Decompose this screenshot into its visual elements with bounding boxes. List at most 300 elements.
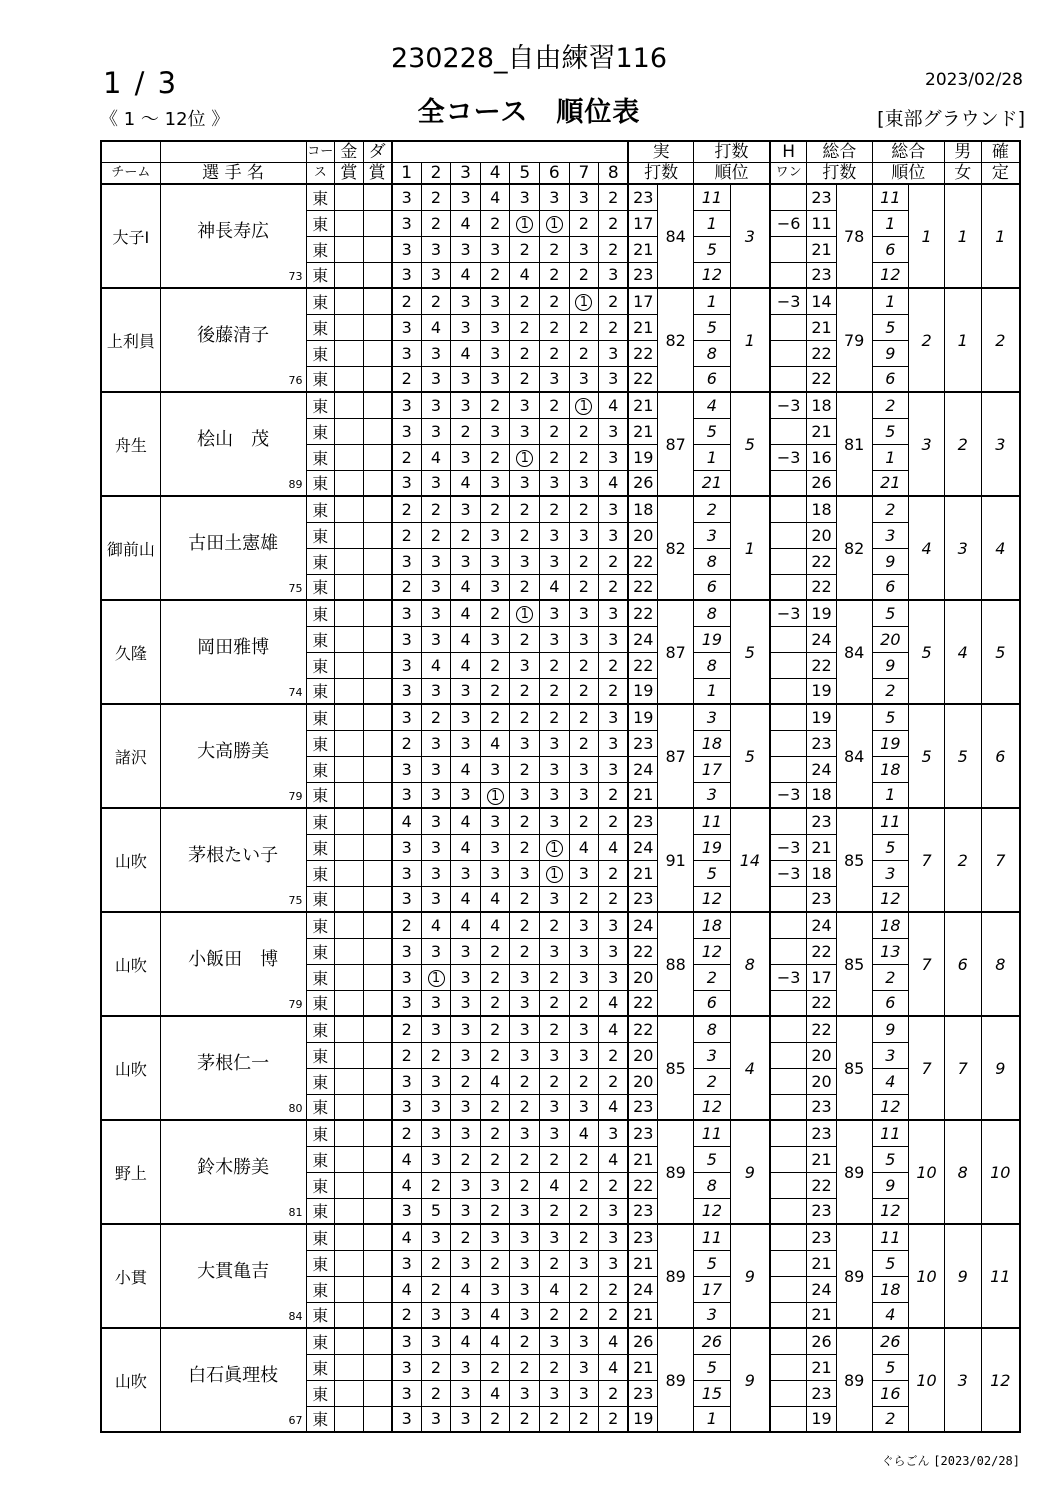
- table-row: [101, 1224, 1020, 1250]
- hole-score: 3: [451, 860, 481, 886]
- gold-prize: [335, 184, 364, 210]
- table-row: [101, 1120, 1020, 1146]
- course-total: 20: [807, 1042, 837, 1068]
- course-strokes: 24: [628, 834, 658, 860]
- hole-score: 4: [421, 314, 451, 340]
- hole-score: 3: [392, 1354, 422, 1380]
- hole-in-one-mark: 1: [487, 788, 504, 805]
- player-name: 小飯田 博: [188, 949, 279, 970]
- course-total-rank: 2: [872, 964, 909, 990]
- course-total: 11: [807, 210, 837, 236]
- da-prize: [363, 1016, 392, 1042]
- col-rank-bot: 順位: [694, 163, 770, 185]
- total-rank: 5: [909, 704, 945, 808]
- course-rank: 6: [694, 366, 731, 392]
- hole-score: [540, 860, 570, 886]
- hole-score: 3: [392, 1250, 422, 1276]
- hole-score: 3: [569, 756, 599, 782]
- player-cell: [160, 1016, 306, 1120]
- hole-score: 4: [392, 1146, 422, 1172]
- course-rank: 4: [694, 392, 731, 418]
- course-total: 23: [807, 1198, 837, 1224]
- hole-score: 3: [510, 860, 540, 886]
- results-body: [101, 184, 1020, 1432]
- actual-strokes: 87: [658, 704, 694, 808]
- col-gender-bot: 女: [944, 163, 981, 185]
- course-name: 東: [306, 834, 335, 860]
- hole-score: 2: [510, 912, 540, 938]
- hole-in-one-mark: 1: [575, 294, 592, 311]
- hole-score: 3: [421, 938, 451, 964]
- hole-score: 2: [599, 314, 629, 340]
- hole-score: 2: [510, 1094, 540, 1120]
- hole-score: 2: [569, 496, 599, 522]
- course-total: 21: [807, 314, 837, 340]
- hole-score: 2: [480, 1198, 510, 1224]
- course-total: 21: [807, 236, 837, 262]
- course-total: 19: [807, 1406, 837, 1432]
- da-prize: [363, 444, 392, 470]
- hole-score: 4: [480, 1328, 510, 1354]
- hole-score: 3: [599, 1224, 629, 1250]
- hole-in-one-mark: 1: [546, 866, 563, 883]
- hole-in-one-mark: 1: [575, 398, 592, 415]
- hole-in-one: −3: [770, 782, 807, 808]
- hole-score: 4: [421, 444, 451, 470]
- da-prize: [363, 678, 392, 704]
- course-total-rank: 6: [872, 236, 909, 262]
- hole-score: 2: [510, 1068, 540, 1094]
- course-name: 東: [306, 782, 335, 808]
- course-total-rank: 2: [872, 678, 909, 704]
- total-strokes: 89: [836, 1224, 872, 1328]
- course-rank: 3: [694, 1042, 731, 1068]
- hole-score: 2: [569, 652, 599, 678]
- da-prize: [363, 1250, 392, 1276]
- course-strokes: 22: [628, 990, 658, 1016]
- col-total-top: 総合: [807, 141, 872, 163]
- course-total: 22: [807, 366, 837, 392]
- hole-score: 2: [480, 652, 510, 678]
- course-name: 東: [306, 1224, 335, 1250]
- total-strokes: 85: [836, 808, 872, 912]
- gold-prize: [335, 730, 364, 756]
- da-prize: [363, 1224, 392, 1250]
- team-name: 山吹: [101, 1328, 160, 1432]
- hole-score: 4: [451, 626, 481, 652]
- gold-prize: [335, 210, 364, 236]
- final-rank: 3: [981, 392, 1020, 496]
- player-cell: [160, 1120, 306, 1224]
- course-name: 東: [306, 1328, 335, 1354]
- hole-score: 2: [480, 496, 510, 522]
- hole-score: 3: [480, 418, 510, 444]
- hole-score: 2: [540, 1016, 570, 1042]
- gold-prize: [335, 1250, 364, 1276]
- footer-brand: ぐらごん: [881, 1454, 930, 1468]
- hole-score: 3: [599, 1250, 629, 1276]
- course-strokes: 21: [628, 1302, 658, 1328]
- hole-in-one-mark: 1: [516, 450, 533, 467]
- hole-in-one-mark: 1: [516, 216, 533, 233]
- hole-score: 3: [392, 340, 422, 366]
- course-total-rank: 18: [872, 912, 909, 938]
- hole-score: 2: [510, 288, 540, 314]
- team-name: 舟生: [101, 392, 160, 496]
- course-total-rank: 11: [872, 184, 909, 210]
- gold-prize: [335, 236, 364, 262]
- course-total-rank: 5: [872, 600, 909, 626]
- hole-score: 3: [480, 522, 510, 548]
- course-strokes: 20: [628, 1068, 658, 1094]
- hole-score: 2: [510, 522, 540, 548]
- hole-score: 3: [599, 262, 629, 288]
- hole-in-one: [770, 1406, 807, 1432]
- hole-score: 4: [599, 392, 629, 418]
- hole-score: 4: [451, 210, 481, 236]
- hole-score: 2: [569, 808, 599, 834]
- da-prize: [363, 1146, 392, 1172]
- course-total-rank: 3: [872, 522, 909, 548]
- da-prize: [363, 886, 392, 912]
- course-rank: 17: [694, 756, 731, 782]
- player-name: 大高勝美: [197, 741, 270, 762]
- hole-in-one: −3: [770, 600, 807, 626]
- hole-score: [540, 834, 570, 860]
- col-hole-3: 3: [451, 163, 481, 185]
- hole-score: 3: [421, 1094, 451, 1120]
- hole-score: 3: [510, 1198, 540, 1224]
- stroke-rank: 4: [730, 1016, 770, 1120]
- hole-score: 3: [392, 236, 422, 262]
- gender-rank: 8: [944, 1120, 981, 1224]
- header-row-top: [101, 141, 1020, 163]
- team-name: 久隆: [101, 600, 160, 704]
- hole-score: 3: [480, 1172, 510, 1198]
- hole-score: 2: [421, 496, 451, 522]
- course-total: 24: [807, 626, 837, 652]
- hole-score: 2: [569, 990, 599, 1016]
- da-prize: [363, 470, 392, 496]
- hole-in-one: [770, 1172, 807, 1198]
- col-hole-2: 2: [421, 163, 451, 185]
- hole-score: 3: [510, 1276, 540, 1302]
- gender-rank: 2: [944, 808, 981, 912]
- hole-score: 2: [540, 288, 570, 314]
- hole-score: 3: [510, 184, 540, 210]
- hole-score: 2: [451, 1224, 481, 1250]
- hole-score: [540, 210, 570, 236]
- total-rank: 4: [909, 496, 945, 600]
- player-age: 75: [288, 582, 303, 595]
- course-name: 東: [306, 210, 335, 236]
- player-cell: [160, 1328, 306, 1432]
- hole-score: 2: [451, 418, 481, 444]
- hole-score: 3: [451, 990, 481, 1016]
- da-prize: [363, 600, 392, 626]
- actual-strokes: 82: [658, 496, 694, 600]
- course-rank: 11: [694, 1120, 731, 1146]
- hole-score: 2: [392, 496, 422, 522]
- stroke-rank: 9: [730, 1328, 770, 1432]
- hole-in-one-mark: 1: [428, 970, 445, 987]
- hole-score: 3: [392, 184, 422, 210]
- course-rank: 26: [694, 1328, 731, 1354]
- hole-score: 3: [451, 236, 481, 262]
- gold-prize: [335, 418, 364, 444]
- hole-score: 3: [451, 1172, 481, 1198]
- hole-score: 4: [480, 184, 510, 210]
- course-total: 22: [807, 652, 837, 678]
- table-row: [101, 288, 1020, 314]
- course-name: 東: [306, 1354, 335, 1380]
- course-total: 24: [807, 1276, 837, 1302]
- hole-score: 2: [392, 1016, 422, 1042]
- da-prize: [363, 1094, 392, 1120]
- hole-score: 3: [451, 678, 481, 704]
- course-rank: 11: [694, 1224, 731, 1250]
- hole-score: 3: [392, 938, 422, 964]
- final-rank: 11: [981, 1224, 1020, 1328]
- hole-in-one-mark: 1: [546, 216, 563, 233]
- course-rank: 5: [694, 1146, 731, 1172]
- hole-score: 3: [392, 1328, 422, 1354]
- gender-rank: 1: [944, 288, 981, 392]
- hole-in-one: [770, 704, 807, 730]
- hole-score: 3: [480, 808, 510, 834]
- da-prize: [363, 730, 392, 756]
- course-strokes: 23: [628, 886, 658, 912]
- hole-score: 3: [569, 366, 599, 392]
- course-rank: 12: [694, 1094, 731, 1120]
- hole-score: 2: [569, 210, 599, 236]
- hole-in-one: [770, 730, 807, 756]
- course-total: 18: [807, 860, 837, 886]
- course-name: 東: [306, 184, 335, 210]
- player-age: 80: [288, 1102, 303, 1115]
- col-course-bot: ス: [306, 163, 335, 185]
- hole-score: 3: [569, 626, 599, 652]
- hole-score: 2: [392, 730, 422, 756]
- hole-score: 2: [569, 1302, 599, 1328]
- course-rank: 17: [694, 1276, 731, 1302]
- course-rank: 12: [694, 938, 731, 964]
- hole-score: 3: [421, 678, 451, 704]
- hole-score: 2: [599, 1302, 629, 1328]
- course-total: 22: [807, 1172, 837, 1198]
- col-hole-6: 6: [540, 163, 570, 185]
- course-total: 20: [807, 522, 837, 548]
- course-total: 21: [807, 1250, 837, 1276]
- actual-strokes: 88: [658, 912, 694, 1016]
- stroke-rank: 3: [730, 184, 770, 288]
- course-total: 23: [807, 262, 837, 288]
- gold-prize: [335, 262, 364, 288]
- col-gold-top: 金: [335, 141, 364, 163]
- course-strokes: 23: [628, 1224, 658, 1250]
- course-total-rank: 2: [872, 496, 909, 522]
- course-total: 17: [807, 964, 837, 990]
- gender-rank: 2: [944, 392, 981, 496]
- hole-score: 3: [510, 652, 540, 678]
- course-total-rank: 5: [872, 1146, 909, 1172]
- hole-score: 3: [599, 522, 629, 548]
- course-strokes: 23: [628, 1094, 658, 1120]
- hole-score: 3: [510, 1224, 540, 1250]
- col-da-top: ダ: [363, 141, 392, 163]
- total-strokes: 85: [836, 912, 872, 1016]
- course-rank: 1: [694, 1406, 731, 1432]
- total-rank: 7: [909, 808, 945, 912]
- course-name: 東: [306, 600, 335, 626]
- course-total: 22: [807, 574, 837, 600]
- hole-in-one-mark: 1: [546, 840, 563, 857]
- course-rank: 8: [694, 340, 731, 366]
- gold-prize: [335, 392, 364, 418]
- course-strokes: 24: [628, 626, 658, 652]
- hole-score: 3: [599, 496, 629, 522]
- da-prize: [363, 808, 392, 834]
- hole-in-one: [770, 1250, 807, 1276]
- final-rank: 2: [981, 288, 1020, 392]
- hole-score: 2: [599, 236, 629, 262]
- hole-score: 3: [451, 704, 481, 730]
- hole-score: 3: [569, 470, 599, 496]
- total-rank: 2: [909, 288, 945, 392]
- hole-in-one: [770, 1354, 807, 1380]
- hole-score: 3: [540, 938, 570, 964]
- hole-score: 2: [540, 340, 570, 366]
- course-strokes: 21: [628, 782, 658, 808]
- hole-score: 3: [540, 470, 570, 496]
- course-strokes: 24: [628, 912, 658, 938]
- player-cell: [160, 288, 306, 392]
- gold-prize: [335, 1172, 364, 1198]
- course-total: 18: [807, 496, 837, 522]
- hole-score: 3: [451, 496, 481, 522]
- course-name: 東: [306, 1406, 335, 1432]
- hole-score: 2: [421, 1354, 451, 1380]
- hole-score: 3: [421, 808, 451, 834]
- course-total: 22: [807, 548, 837, 574]
- actual-strokes: 89: [658, 1120, 694, 1224]
- da-prize: [363, 1354, 392, 1380]
- hole-score: 3: [392, 314, 422, 340]
- course-strokes: 24: [628, 1276, 658, 1302]
- hole-score: 3: [451, 1250, 481, 1276]
- course-strokes: 24: [628, 756, 658, 782]
- hole-score: 2: [569, 340, 599, 366]
- course-total-rank: 11: [872, 1120, 909, 1146]
- hole-score: 3: [480, 314, 510, 340]
- table-row: [101, 184, 1020, 210]
- hole-score: 3: [421, 340, 451, 366]
- hole-score: 2: [569, 1224, 599, 1250]
- course-rank: 3: [694, 522, 731, 548]
- course-strokes: 21: [628, 236, 658, 262]
- hole-score: 3: [392, 756, 422, 782]
- gender-rank: 4: [944, 600, 981, 704]
- course-name: 東: [306, 626, 335, 652]
- gold-prize: [335, 626, 364, 652]
- course-total: 22: [807, 340, 837, 366]
- col-hole-7: 7: [569, 163, 599, 185]
- player-name: 大貫亀吉: [197, 1261, 270, 1282]
- da-prize: [363, 1380, 392, 1406]
- gold-prize: [335, 704, 364, 730]
- team-name: 山吹: [101, 808, 160, 912]
- total-rank: 10: [909, 1328, 945, 1432]
- hole-score: 2: [421, 1042, 451, 1068]
- course-total: 19: [807, 678, 837, 704]
- gold-prize: [335, 522, 364, 548]
- course-name: 東: [306, 262, 335, 288]
- hole-score: 2: [540, 912, 570, 938]
- hole-score: 3: [510, 548, 540, 574]
- hole-score: 3: [510, 392, 540, 418]
- hole-score: 2: [480, 1406, 510, 1432]
- hole-score: 3: [392, 418, 422, 444]
- course-name: 東: [306, 678, 335, 704]
- gold-prize: [335, 938, 364, 964]
- gender-rank: 3: [944, 1328, 981, 1432]
- team-name: 野上: [101, 1120, 160, 1224]
- hole-in-one: [770, 990, 807, 1016]
- course-strokes: 20: [628, 522, 658, 548]
- hole-score: 3: [392, 1198, 422, 1224]
- course-rank: 12: [694, 1198, 731, 1224]
- hole-score: 3: [421, 366, 451, 392]
- col-holes-top: [392, 141, 629, 163]
- course-name: 東: [306, 912, 335, 938]
- gold-prize: [335, 444, 364, 470]
- da-prize: [363, 210, 392, 236]
- gold-prize: [335, 574, 364, 600]
- hole-score: 2: [451, 1146, 481, 1172]
- gold-prize: [335, 1042, 364, 1068]
- table-row: [101, 600, 1020, 626]
- gender-rank: 9: [944, 1224, 981, 1328]
- hole-score: 3: [599, 444, 629, 470]
- hole-score: 3: [569, 1250, 599, 1276]
- hole-score: 3: [599, 366, 629, 392]
- hole-score: 3: [451, 1354, 481, 1380]
- course-strokes: 23: [628, 262, 658, 288]
- hole-score: 2: [480, 704, 510, 730]
- hole-score: 3: [599, 730, 629, 756]
- da-prize: [363, 1198, 392, 1224]
- hole-score: 2: [599, 678, 629, 704]
- hole-score: 4: [599, 470, 629, 496]
- hole-score: 3: [451, 1094, 481, 1120]
- gender-rank: 7: [944, 1016, 981, 1120]
- course-total-rank: 21: [872, 470, 909, 496]
- hole-score: 3: [451, 366, 481, 392]
- player-name: 白石眞理枝: [188, 1365, 279, 1386]
- hole-score: 2: [540, 236, 570, 262]
- hole-in-one: [770, 1068, 807, 1094]
- course-name: 東: [306, 1198, 335, 1224]
- hole-score: 2: [599, 1406, 629, 1432]
- player-name: 古田土憲雄: [188, 533, 279, 554]
- gold-prize: [335, 1068, 364, 1094]
- course-total-rank: 1: [872, 444, 909, 470]
- player-cell: [160, 496, 306, 600]
- hole-score: 3: [599, 704, 629, 730]
- hole-score: 2: [569, 548, 599, 574]
- hole-score: 4: [480, 912, 510, 938]
- gender-rank: 3: [944, 496, 981, 600]
